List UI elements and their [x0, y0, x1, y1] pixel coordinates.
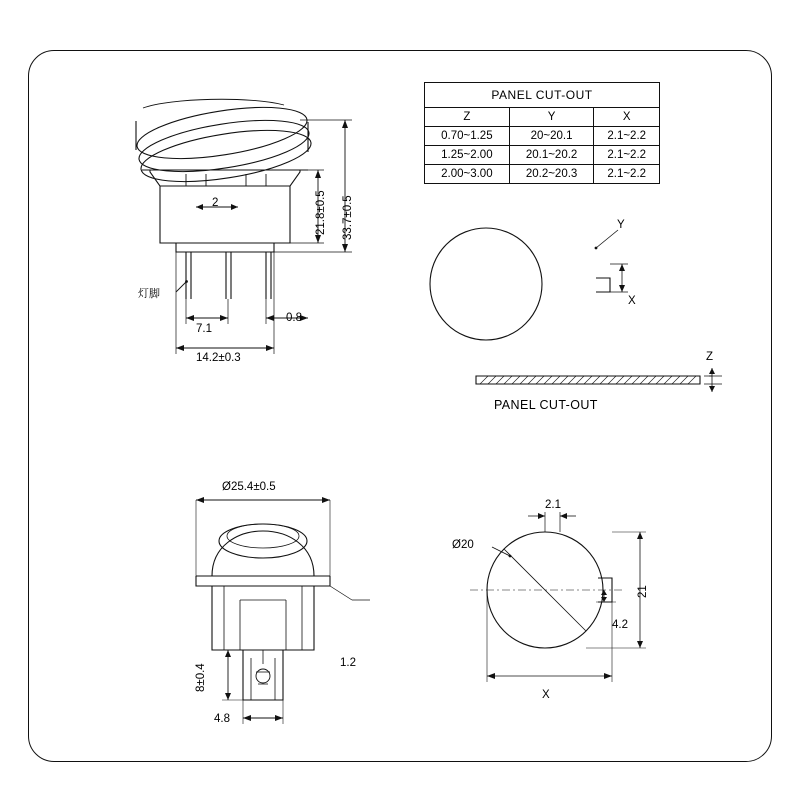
cell-x: 2.1~2.2 [594, 165, 660, 184]
table-row [425, 146, 660, 165]
label-base-width: 14.2±0.3 [196, 352, 241, 364]
table-row [425, 127, 660, 146]
label-cap-diameter: Ø25.4±0.5 [222, 481, 276, 493]
label-pin-width: 2 [212, 197, 219, 209]
cell-x: 2.1~2.2 [594, 146, 660, 165]
cell-y: 20.1~20.2 [509, 146, 594, 165]
cutout-circle-view [430, 228, 628, 340]
table-row [425, 165, 660, 184]
cell-z: 2.00~3.00 [425, 165, 510, 184]
cutout-dim-view [470, 512, 646, 682]
panel-strip [476, 368, 722, 392]
label-notch-width: 2.1 [545, 499, 561, 511]
label-pin-height: 8±0.4 [195, 663, 207, 692]
label-height-21: 21 [637, 585, 649, 598]
dim-7-1 [186, 299, 228, 324]
table-header-z: Z [425, 108, 510, 127]
dim-pin-width-front [243, 700, 283, 724]
cell-y: 20.2~20.3 [509, 165, 594, 184]
label-y: Y [617, 219, 625, 231]
label-body-height: 21.8±0.5 [315, 190, 327, 235]
cell-x: 2.1~2.2 [594, 127, 660, 146]
cell-z: 0.70~1.25 [425, 127, 510, 146]
label-pin-width-front: 4.8 [214, 713, 230, 725]
terminal-pins [186, 252, 271, 299]
caption-panel-cutout: PANEL CUT-OUT [494, 398, 598, 412]
table-header-y: Y [509, 108, 594, 127]
label-hole-diameter: Ø20 [452, 539, 474, 551]
label-notch-depth: 4.2 [612, 619, 628, 631]
label-x-bottom: X [542, 689, 550, 701]
cell-y: 20~20.1 [509, 127, 594, 146]
panel-cutout-table [424, 82, 660, 184]
dim-cap-diameter [196, 497, 330, 580]
switch-body [142, 170, 308, 252]
label-dim-0-8: 0.8 [286, 312, 302, 324]
label-overall-height: 33.7±0.5 [342, 195, 354, 240]
table-header-x: X [594, 108, 660, 127]
rocker-cap [134, 98, 315, 191]
label-x: X [628, 295, 636, 307]
cell-z: 1.25~2.00 [425, 146, 510, 165]
label-lamp-pin: 灯脚 [138, 287, 160, 300]
dim-pin-height [222, 650, 244, 700]
label-z: Z [706, 351, 714, 363]
label-dim-7-1: 7.1 [196, 323, 212, 335]
dim-flange-thickness [330, 586, 370, 600]
label-flange-thickness: 1.2 [340, 657, 356, 669]
front-view [196, 524, 330, 700]
panel-cutout-table-title: PANEL CUT-OUT [425, 83, 660, 108]
